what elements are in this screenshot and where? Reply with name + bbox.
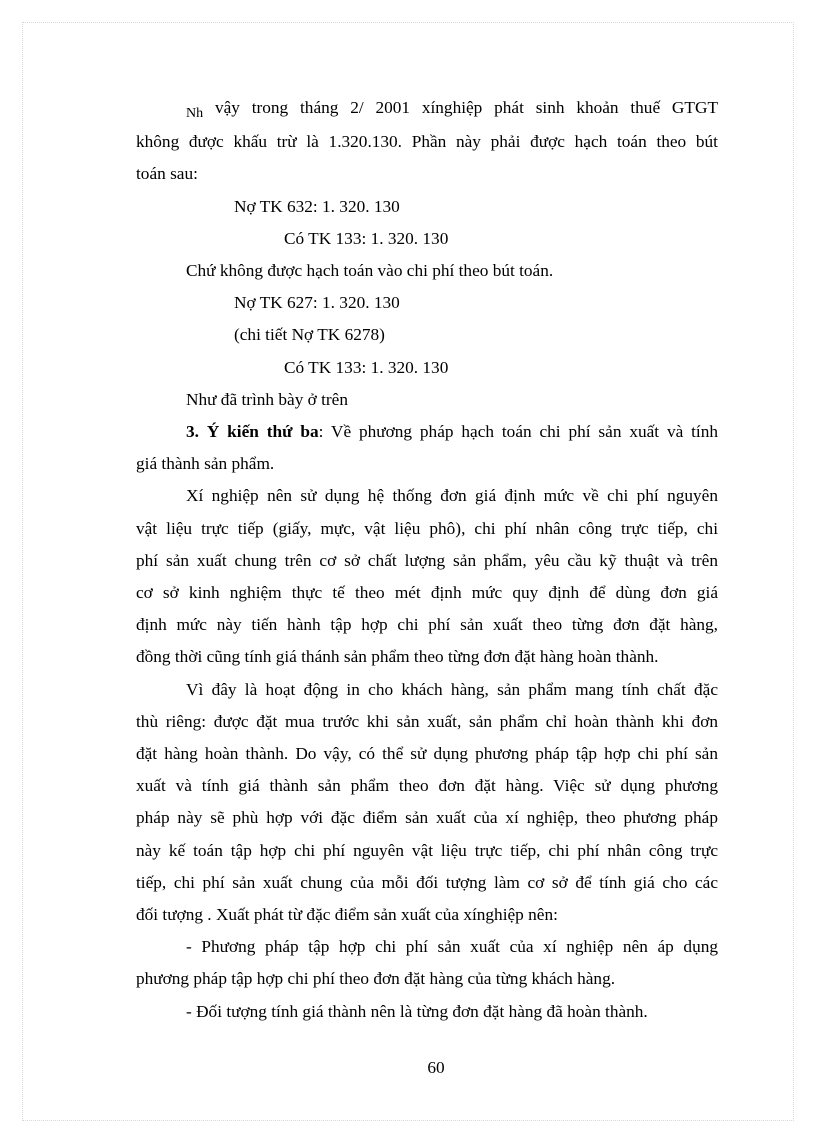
paragraph-line bbox=[136, 92, 718, 126]
paragraph-line: Vì đây là hoạt động in cho khách hàng, sản phẩm mang tính chất đặc bbox=[186, 679, 718, 699]
text-fragment: : Về phương pháp hạch toán chi phí sản xuất và tính bbox=[318, 422, 719, 442]
journal-entry-debit: Nợ TK 632: 1. 320. 130 bbox=[234, 196, 400, 216]
paragraph-line: cơ sở kinh nghiệm thực tế theo mét định mức quy định để dùng đơn giá bbox=[136, 583, 718, 603]
list-item-line: - Đối tượng tính giá thành nên là từng đơn đặt hàng đã hoàn thành. bbox=[186, 1001, 648, 1021]
paragraph-line: này kế toán tập hợp chi phí nguyên vật liệu trực tiếp, chi phí nhân công trực bbox=[136, 840, 718, 860]
section-heading-line bbox=[136, 416, 718, 448]
journal-entry-debit: Nợ TK 627: 1. 320. 130 bbox=[234, 293, 400, 313]
paragraph-line: không được khấu trừ là 1.320.130. Phần này phải được hạch toán theo bút bbox=[136, 132, 718, 152]
paragraph-line: đặt hàng hoàn thành. Do vậy, có thể sử dụng phương pháp tập hợp chi phí sản bbox=[136, 744, 718, 764]
paragraph-line: định mức này tiến hành tập hợp chi phí sản xuất theo từng đơn đặt hàng, bbox=[136, 615, 718, 635]
text-fragment: Nh bbox=[186, 106, 204, 121]
paragraph-line: giá thành sản phẩm. bbox=[136, 454, 275, 474]
paragraph-line: toán sau: bbox=[136, 164, 198, 184]
list-item-line: - Phương pháp tập hợp chi phí sản xuất của xí nghiệp nên áp dụng bbox=[186, 937, 718, 957]
paragraph-line: Như đã trình bày ở trên bbox=[186, 389, 348, 409]
list-item-line: phương pháp tập hợp chi phí theo đơn đặt hàng của từng khách hàng. bbox=[136, 969, 616, 989]
journal-entry-credit: Có TK 133: 1. 320. 130 bbox=[284, 357, 449, 377]
page-number: 60 bbox=[427, 1058, 445, 1077]
document-body bbox=[136, 92, 718, 1028]
paragraph-line: đồng thời cũng tính giá thánh sản phẩm theo từng đơn đặt hàng hoàn thành. bbox=[136, 647, 659, 667]
journal-entry-credit: Có TK 133: 1. 320. 130 bbox=[284, 228, 449, 248]
paragraph-line: pháp này sẽ phù hợp với đặc điểm sản xuất của xí nghiệp, theo phương pháp bbox=[136, 808, 718, 828]
paragraph-line: Xí nghiệp nên sử dụng hệ thống đơn giá định mức về chi phí nguyên bbox=[186, 486, 718, 506]
journal-entry-detail: (chi tiết Nợ TK 6278) bbox=[234, 325, 385, 345]
section-heading: 3. Ý kiến thứ ba bbox=[186, 422, 319, 442]
paragraph-line: Chứ không được hạch toán vào chi phí theo bút toán. bbox=[186, 261, 554, 281]
paragraph-line: vật liệu trực tiếp (giấy, mực, vật liệu phô), chi phí nhân công trực tiếp, chi bbox=[136, 518, 718, 538]
text-fragment: vậy trong tháng 2/ 2001 xínghiệp phát sinh khoản thuế GTGT bbox=[214, 98, 719, 117]
paragraph-line: thù riêng: được đặt mua trước khi sản xuất, sản phẩm chỉ hoàn thành khi đơn bbox=[136, 711, 718, 731]
paragraph-line: tiếp, chi phí sản xuất chung của mỗi đối tượng làm cơ sở để tính giá cho các bbox=[136, 872, 718, 892]
paragraph-line: đối tượng . Xuất phát từ đặc điểm sản xuất của xínghiệp nên: bbox=[136, 905, 558, 925]
paragraph-line: phí sản xuất chung trên cơ sở chất lượng sản phẩm, yêu cầu kỹ thuật và trên bbox=[136, 550, 718, 570]
paragraph-line: xuất và tính giá thành sản phẩm theo đơn đặt hàng. Việc sử dụng phương bbox=[136, 776, 718, 796]
